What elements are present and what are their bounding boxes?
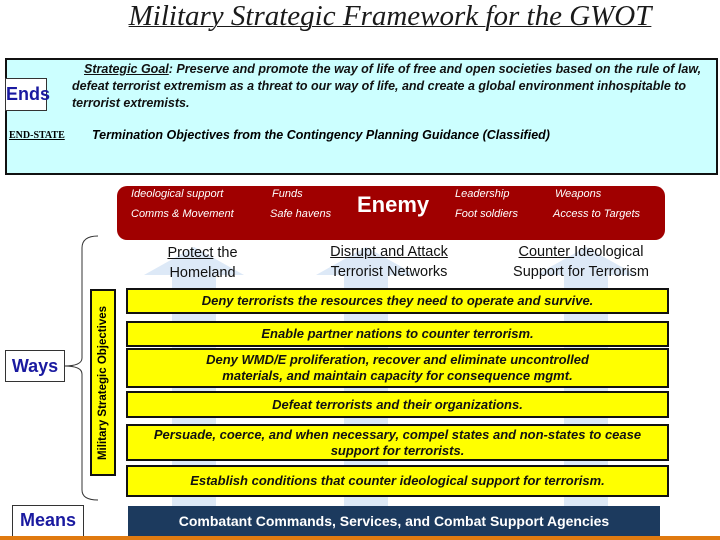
pillar-protect (140, 243, 265, 283)
objective-bar: Establish conditions that counter ideological support for terrorism. (126, 465, 669, 497)
goal-label: Strategic Goal (84, 62, 169, 76)
enemy-item: Comms & Movement (131, 208, 234, 220)
military-strategic-objectives-bar (90, 289, 116, 476)
slide-title: Military Strategic Framework for the GWOT (128, 0, 652, 32)
vertical-label: Military Strategic Objectives (97, 305, 109, 460)
enemy-item: Foot soldiers (455, 208, 518, 220)
enemy-item: Weapons (555, 188, 602, 200)
enemy-item: Funds (272, 188, 303, 200)
enemy-item: Leadership (455, 188, 510, 200)
enemy-panel (117, 186, 665, 240)
enemy-item: Ideological support (131, 188, 224, 200)
means-label: Means (12, 505, 84, 537)
objective-bar: Defeat terrorists and their organizations. (126, 391, 669, 418)
pillar-disrupt (300, 242, 478, 282)
pillar-subtitle: Support for Terrorism (513, 264, 649, 280)
pillar-counter (490, 242, 672, 282)
objective-bar: Deny terrorists the resources they need to operate and survive. (126, 288, 669, 314)
strategic-goal (72, 61, 712, 112)
objective-bar: Enable partner nations to counter terrorism. (126, 321, 669, 347)
means-bar: Combatant Commands, Services, and Combat Support Agencies (128, 506, 660, 536)
enemy-item: Safe havens (270, 208, 332, 220)
ends-label: Ends (5, 78, 47, 111)
ways-label: Ways (5, 350, 65, 382)
pillar-title: Disrupt and Attack (330, 244, 448, 260)
enemy-item: Access to Targets (553, 208, 641, 220)
endstate-label: END-STATE (9, 130, 65, 141)
pillar-title: Ideological (574, 244, 644, 260)
bottom-rule (0, 536, 720, 540)
pillar-subtitle: Terrorist Networks (330, 264, 448, 280)
pillar-title: Counter (518, 244, 575, 260)
enemy-label: Enemy (357, 192, 430, 217)
endstate-text: Termination Objectives from the Contingency Planning Guidance (Classified) (92, 128, 550, 142)
pillar-subtitle: Homeland (169, 265, 236, 281)
objective-bar: Deny WMD/E proliferation, recover and eliminate uncontrolled materials, and maintain capacity for consequence mgmt. (126, 348, 669, 388)
pillar-title: Protect (167, 245, 214, 261)
objective-bar: Persuade, coerce, and when necessary, compel states and non-states to cease support for terrorists. (126, 424, 669, 461)
pillar-title: the (213, 245, 238, 261)
goal-text: : Preserve and promote the way of life of free and open societies based on the rule of law, defeat terrorist extremism as a threat to our way of life, and create a global environment inhospitable to terrorist extremists. (72, 62, 702, 110)
